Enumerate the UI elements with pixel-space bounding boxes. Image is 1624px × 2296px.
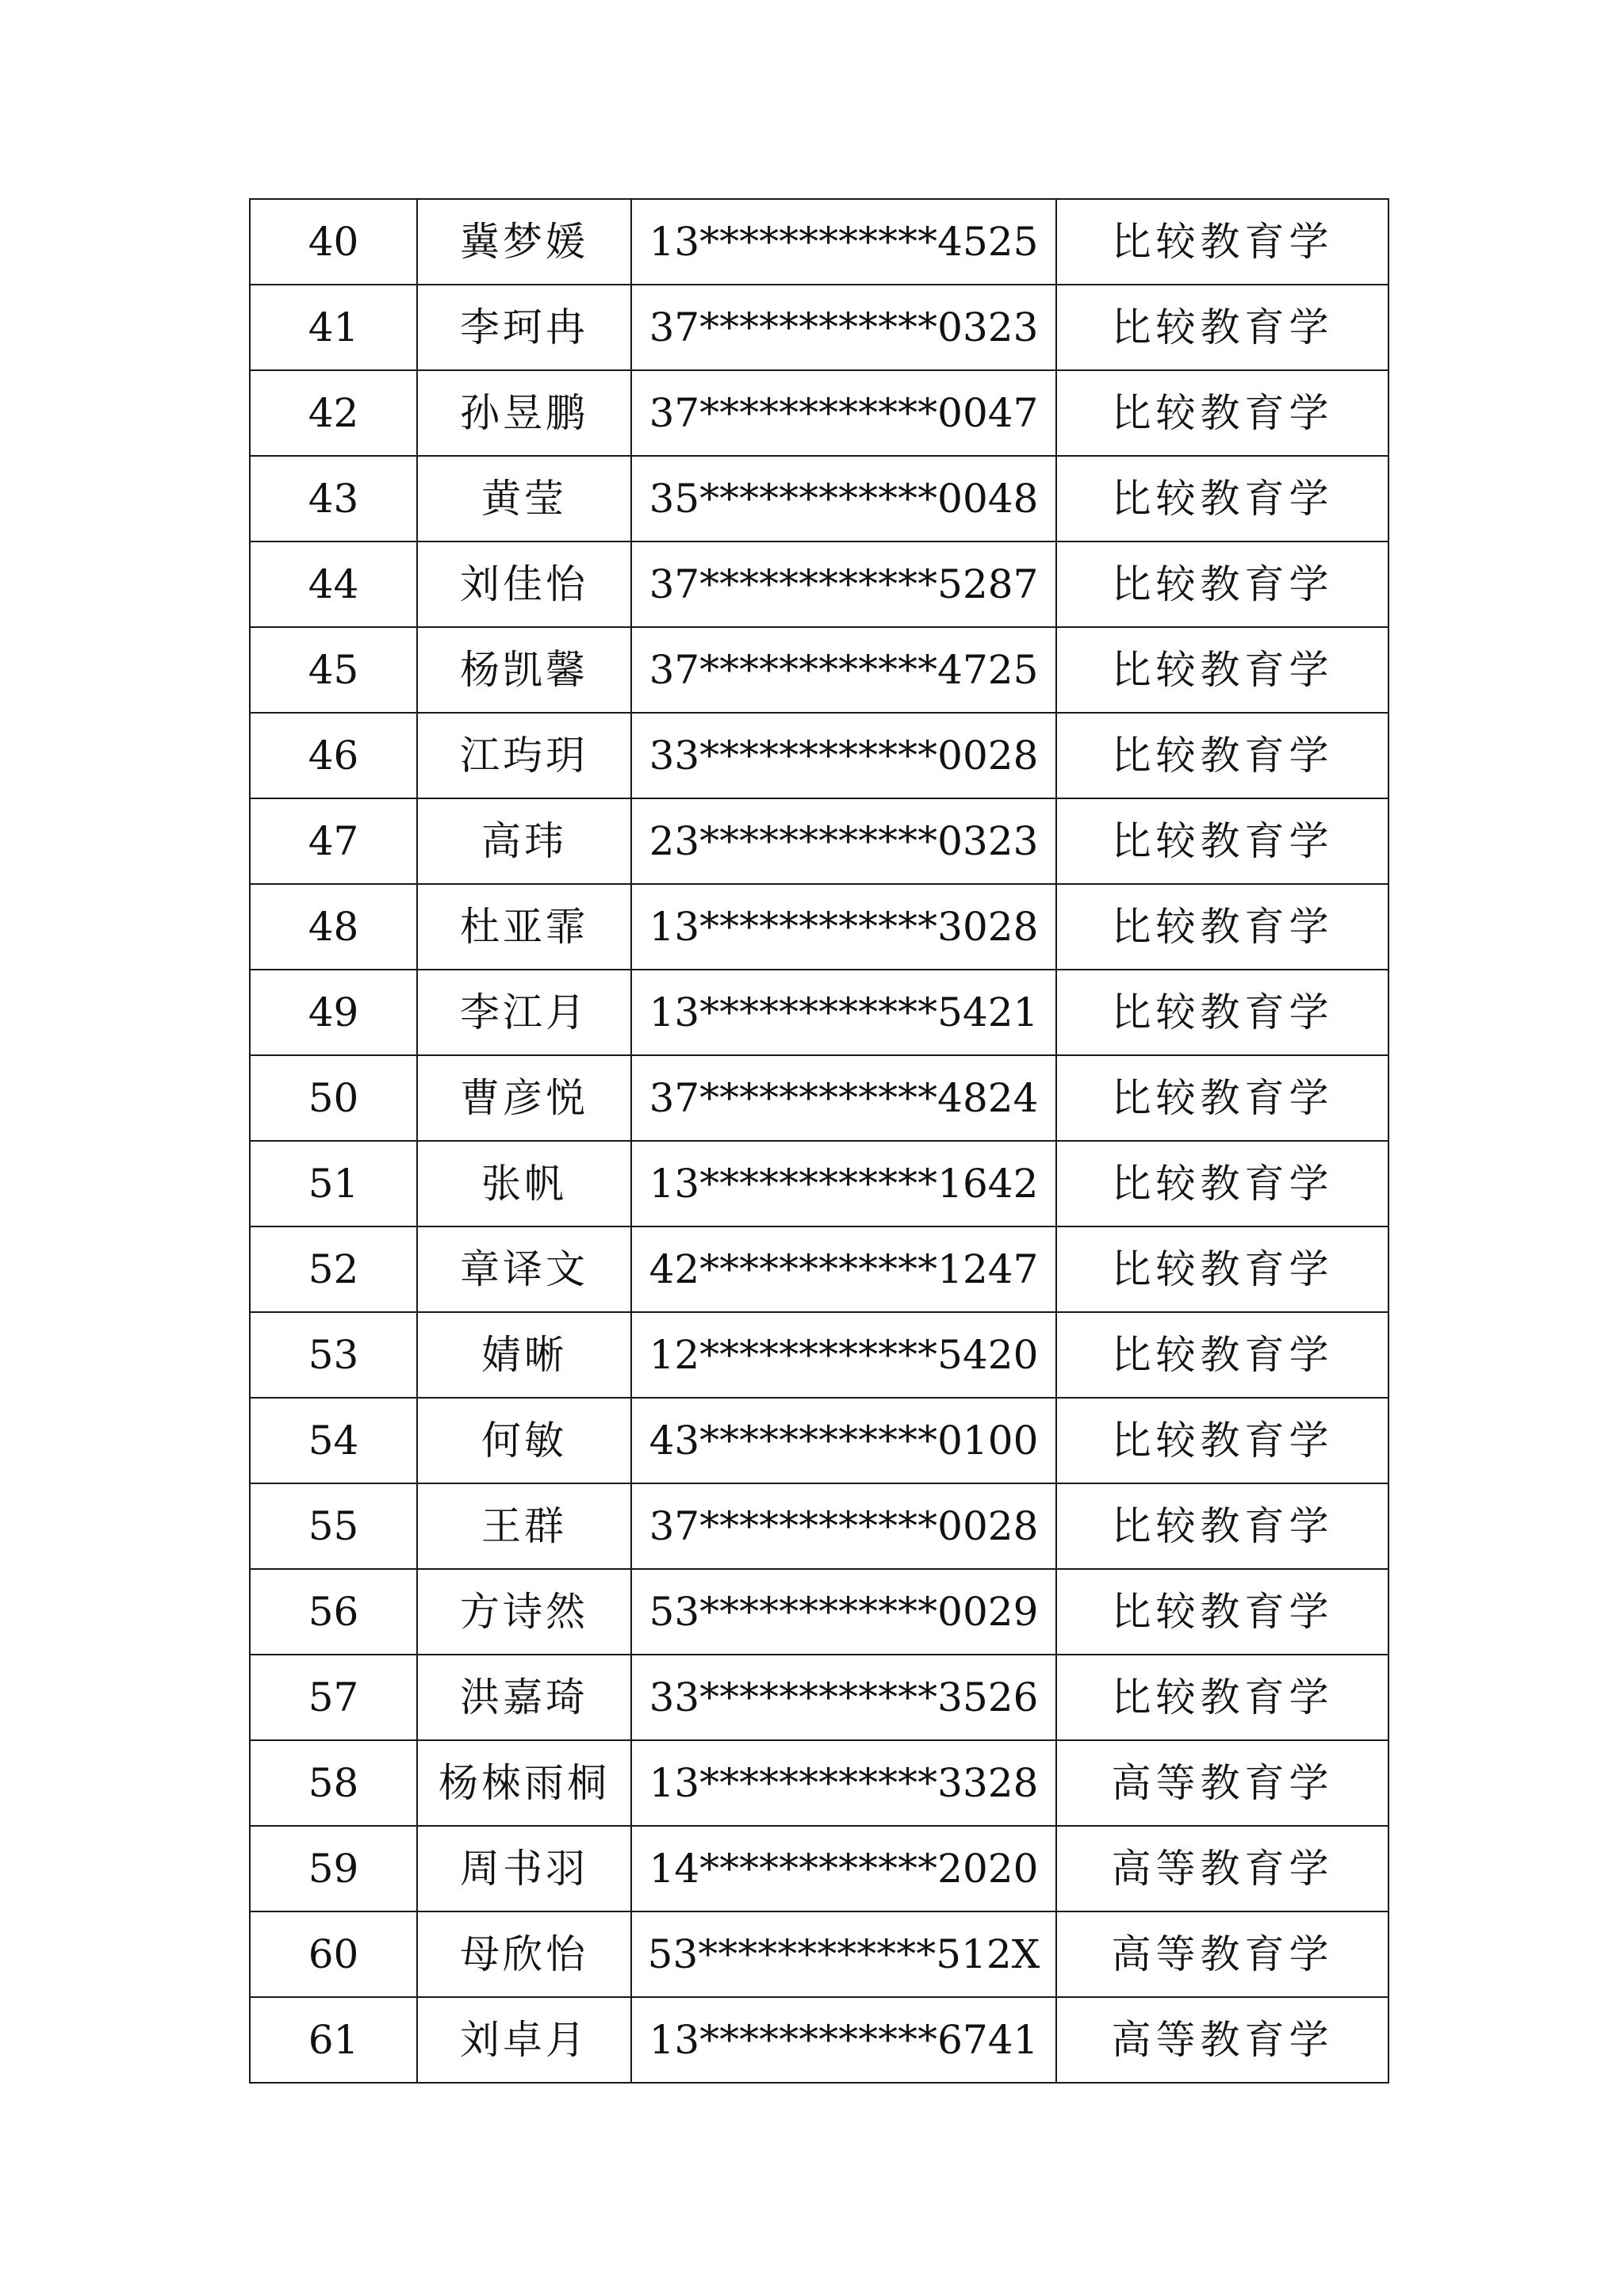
table-row bbox=[250, 627, 1388, 713]
table-row bbox=[250, 456, 1388, 541]
table-row bbox=[250, 285, 1388, 370]
major: 比较教育学 bbox=[1056, 370, 1388, 456]
major: 比较教育学 bbox=[1056, 1398, 1388, 1483]
major: 比较教育学 bbox=[1056, 970, 1388, 1055]
table-row bbox=[250, 1911, 1388, 1997]
table-row bbox=[250, 970, 1388, 1055]
major: 比较教育学 bbox=[1056, 884, 1388, 970]
table-row bbox=[250, 1398, 1388, 1483]
major: 比较教育学 bbox=[1056, 199, 1388, 285]
row-number: 55 bbox=[250, 1483, 417, 1569]
table-row bbox=[250, 199, 1388, 285]
table-row bbox=[250, 1655, 1388, 1740]
student-name: 章译文 bbox=[417, 1226, 631, 1312]
major: 比较教育学 bbox=[1056, 1055, 1388, 1141]
row-number: 43 bbox=[250, 456, 417, 541]
student-name: 婧晰 bbox=[417, 1312, 631, 1398]
masked-id-number: 42************1247 bbox=[631, 1226, 1056, 1312]
table-row bbox=[250, 541, 1388, 627]
row-number: 42 bbox=[250, 370, 417, 456]
masked-id-number: 53************0029 bbox=[631, 1569, 1056, 1655]
masked-id-number: 23************0323 bbox=[631, 798, 1056, 884]
table-row bbox=[250, 1312, 1388, 1398]
masked-id-number: 37************0028 bbox=[631, 1483, 1056, 1569]
student-name: 孙昱鹏 bbox=[417, 370, 631, 456]
row-number: 49 bbox=[250, 970, 417, 1055]
student-name: 冀梦媛 bbox=[417, 199, 631, 285]
row-number: 48 bbox=[250, 884, 417, 970]
student-name: 王群 bbox=[417, 1483, 631, 1569]
student-name: 杜亚霏 bbox=[417, 884, 631, 970]
row-number: 61 bbox=[250, 1997, 417, 2083]
major: 比较教育学 bbox=[1056, 1226, 1388, 1312]
masked-id-number: 33************3526 bbox=[631, 1655, 1056, 1740]
masked-id-number: 13************3328 bbox=[631, 1740, 1056, 1826]
student-name: 李珂冉 bbox=[417, 285, 631, 370]
student-name: 洪嘉琦 bbox=[417, 1655, 631, 1740]
student-name: 何敏 bbox=[417, 1398, 631, 1483]
row-number: 52 bbox=[250, 1226, 417, 1312]
major: 比较教育学 bbox=[1056, 541, 1388, 627]
table-row bbox=[250, 713, 1388, 798]
major: 比较教育学 bbox=[1056, 1312, 1388, 1398]
table-row bbox=[250, 1483, 1388, 1569]
major: 比较教育学 bbox=[1056, 1655, 1388, 1740]
row-number: 46 bbox=[250, 713, 417, 798]
masked-id-number: 12************5420 bbox=[631, 1312, 1056, 1398]
table-row bbox=[250, 1826, 1388, 1911]
masked-id-number: 13************1642 bbox=[631, 1141, 1056, 1226]
table-row bbox=[250, 1740, 1388, 1826]
major: 比较教育学 bbox=[1056, 456, 1388, 541]
masked-id-number: 14************2020 bbox=[631, 1826, 1056, 1911]
row-number: 56 bbox=[250, 1569, 417, 1655]
masked-id-number: 35************0048 bbox=[631, 456, 1056, 541]
student-name: 黄莹 bbox=[417, 456, 631, 541]
masked-id-number: 13************3028 bbox=[631, 884, 1056, 970]
masked-id-number: 37************0047 bbox=[631, 370, 1056, 456]
student-name: 刘卓月 bbox=[417, 1997, 631, 2083]
row-number: 40 bbox=[250, 199, 417, 285]
masked-id-number: 37************5287 bbox=[631, 541, 1056, 627]
row-number: 51 bbox=[250, 1141, 417, 1226]
table-row bbox=[250, 370, 1388, 456]
major: 比较教育学 bbox=[1056, 1569, 1388, 1655]
row-number: 57 bbox=[250, 1655, 417, 1740]
major: 比较教育学 bbox=[1056, 798, 1388, 884]
table-row bbox=[250, 798, 1388, 884]
table-row bbox=[250, 1226, 1388, 1312]
masked-id-number: 37************4725 bbox=[631, 627, 1056, 713]
row-number: 60 bbox=[250, 1911, 417, 1997]
major: 高等教育学 bbox=[1056, 1740, 1388, 1826]
table-row bbox=[250, 884, 1388, 970]
student-name: 母欣怡 bbox=[417, 1911, 631, 1997]
row-number: 41 bbox=[250, 285, 417, 370]
masked-id-number: 13************5421 bbox=[631, 970, 1056, 1055]
student-name: 高玮 bbox=[417, 798, 631, 884]
major: 比较教育学 bbox=[1056, 627, 1388, 713]
masked-id-number: 33************0028 bbox=[631, 713, 1056, 798]
major: 高等教育学 bbox=[1056, 1997, 1388, 2083]
row-number: 54 bbox=[250, 1398, 417, 1483]
student-name: 杨凯馨 bbox=[417, 627, 631, 713]
masked-id-number: 37************0323 bbox=[631, 285, 1056, 370]
roster-table-body bbox=[250, 199, 1388, 2083]
student-name: 李江月 bbox=[417, 970, 631, 1055]
student-name: 曹彦悦 bbox=[417, 1055, 631, 1141]
row-number: 44 bbox=[250, 541, 417, 627]
masked-id-number: 37************4824 bbox=[631, 1055, 1056, 1141]
masked-id-number: 53************512X bbox=[631, 1911, 1056, 1997]
table-row bbox=[250, 1141, 1388, 1226]
table-row bbox=[250, 1997, 1388, 2083]
masked-id-number: 13************6741 bbox=[631, 1997, 1056, 2083]
student-name: 刘佳怡 bbox=[417, 541, 631, 627]
masked-id-number: 43************0100 bbox=[631, 1398, 1056, 1483]
table-row bbox=[250, 1569, 1388, 1655]
student-name: 方诗然 bbox=[417, 1569, 631, 1655]
roster-table bbox=[249, 198, 1389, 2084]
row-number: 50 bbox=[250, 1055, 417, 1141]
student-name: 杨棶雨桐 bbox=[417, 1740, 631, 1826]
student-name: 周书羽 bbox=[417, 1826, 631, 1911]
row-number: 47 bbox=[250, 798, 417, 884]
table-row bbox=[250, 1055, 1388, 1141]
row-number: 45 bbox=[250, 627, 417, 713]
major: 比较教育学 bbox=[1056, 1483, 1388, 1569]
row-number: 59 bbox=[250, 1826, 417, 1911]
masked-id-number: 13************4525 bbox=[631, 199, 1056, 285]
row-number: 53 bbox=[250, 1312, 417, 1398]
major: 高等教育学 bbox=[1056, 1826, 1388, 1911]
row-number: 58 bbox=[250, 1740, 417, 1826]
major: 比较教育学 bbox=[1056, 285, 1388, 370]
student-name: 江玙玥 bbox=[417, 713, 631, 798]
major: 高等教育学 bbox=[1056, 1911, 1388, 1997]
major: 比较教育学 bbox=[1056, 713, 1388, 798]
major: 比较教育学 bbox=[1056, 1141, 1388, 1226]
student-name: 张帆 bbox=[417, 1141, 631, 1226]
